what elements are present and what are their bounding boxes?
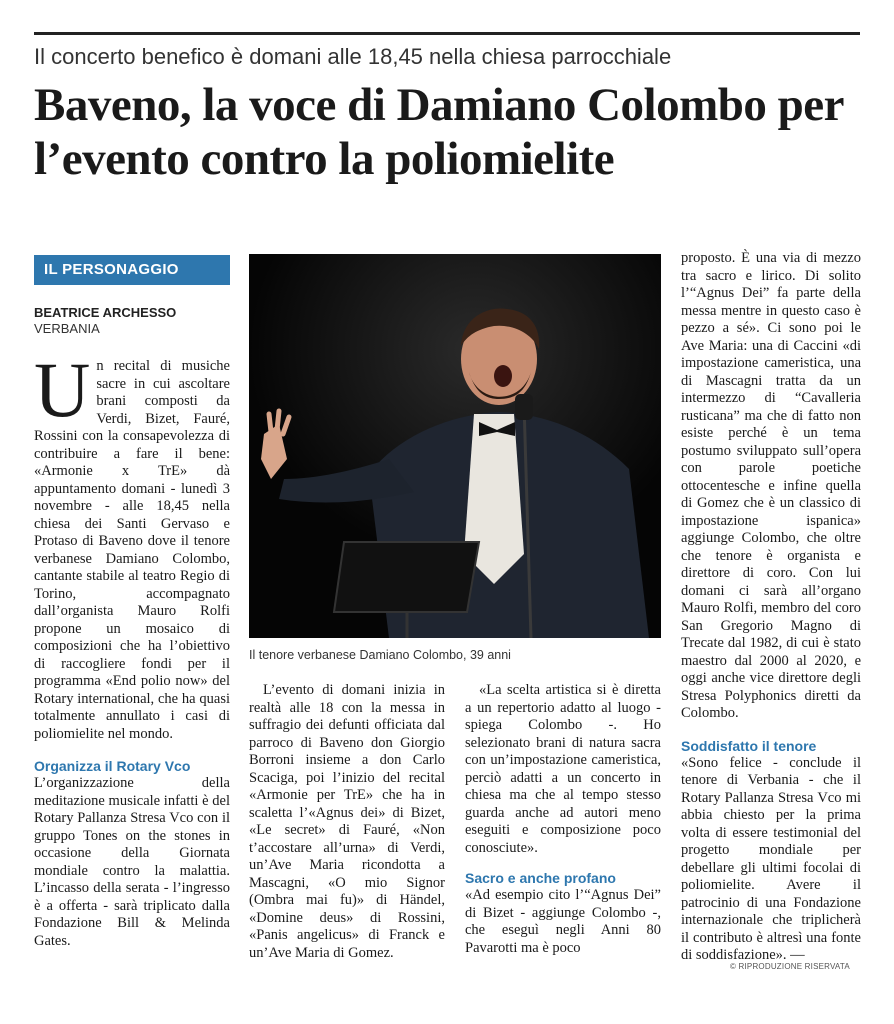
copyright-notice: © RIPRODUZIONE RISERVATA [730, 962, 850, 971]
subheading: Sacro e anche profano [465, 870, 616, 886]
paragraph: L’organizzazione della meditazione musicale infatti è del Rotary Pallanza Stresa Vco con il gruppo Tones on the stones in occasione della Giornata mondiale contro la malattia. L’incasso della serata - l’ingresso è a offerta - sarà triplicato dalla Fondazione Bill & Melinda Gates. [34, 775, 230, 949]
author-byline: BEATRICE ARCHESSO [34, 305, 177, 320]
drop-cap: U [34, 346, 91, 433]
dateline-location: VERBANIA [34, 321, 100, 336]
paragraph: «Sono felice - conclude il tenore di Verbania - che il Rotary Pallanza Stresa Vco mi abbia chiesto per la prima volta di essere testimonial del progetto mondiale per debellare gli ultimi focolai di poliomielite. Avere il patrocinio di una Fondazione internazionale che triplicherà il contributo è altresì una fonte di soddisfazione». — [681, 754, 861, 963]
subheading: Soddisfatto il tenore [681, 737, 817, 754]
photo-caption: Il tenore verbanese Damiano Colombo, 39 anni [249, 648, 511, 662]
headline: Baveno, la voce di Damiano Colombo per l’evento contro la poliomielite [34, 79, 844, 185]
article-column-2 [249, 682, 445, 962]
singer-photo [249, 254, 661, 638]
kicker: Il concerto benefico è domani alle 18,45 nella chiesa parrocchiale [34, 44, 672, 69]
photo-illustration [249, 254, 661, 638]
paragraph: proposto. È una via di mezzo tra sacro e lirico. Di solito l’“Agnus Dei” fa parte della messa mentre in questo caso è pezzo a sé». Ci sono poi le Ave Maria: una di Caccini «di impostazione cameristica, una di Mascagni tratta da un intermezzo di “Cavalleria rusticana” ma che di fatto non esiste perché è un tema postumo sviluppato sull’opera con parole poetiche ottocentesche e infine quella di Gomez che è un classico di impostazione ispanica» aggiunge Colombo, che oltre che tenore è organista e direttore di coro. Con lui domani ci sarà all’organo Mauro Rolfi, membro del coro San Gregorio Magno di Trecate dal 1982, di cui è stato maestro dal 2000 al 2020, e oggi anche vice direttore degli Stresa Polyphonics diretti da Colombo. [681, 250, 861, 721]
article-column-4 [681, 250, 861, 965]
paragraph: «Ad esempio cito l’“Agnus Dei” di Bizet - aggiunge Colombo -, che eseguì negli Anni 80 Pavarotti ma è poco [465, 887, 661, 956]
top-rule [34, 32, 860, 35]
section-badge: IL PERSONAGGIO [34, 255, 230, 285]
article-column-3 [465, 682, 661, 957]
paragraph: Un recital di musiche sacre in cui ascoltare brani composti da Verdi, Bizet, Fauré, Rossini con la consapevolezza di contribuire a fare il bene: «Armonie x TrE» dà appuntamento domani - lunedì 3 novembre - alle 18,45 nella chiesa dei Santi Gervaso e Protaso di Baveno dove il tenore verbanese Damiano Colombo, cantante stabile al teatro Regio di Torino, accompagnato dall’organista Mauro Rolfi propone un mosaico di composizioni che ha l’obiettivo di raccogliere fondi per il programma «End polio now» del Rotary international, che ha quasi totalmente annullato i casi di poliomielite nel mondo. [34, 346, 230, 742]
paragraph: L’evento di domani inizia in realtà alle 18 con la messa in suffragio dei defunti officiata dal parroco di Baveno don Giorgio Borroni insieme a don Carlo Scaciga, poi l’inizio del recital «Armonie per TrE» che ha in scaletta l’«Agnus dei» di Bizet, «Le secret» di Fauré, «Non t’accostare all’urna» di Verdi, un’Ave Maria ricondotta a Mascagni, «O mio Signor (Ombra mai fu)» di Händel, «Domine deus» di Rossini, «Panis angelicus» di Franck e un’Ave Maria di Gomez. [249, 682, 445, 961]
article-column-1 [34, 346, 230, 950]
paragraph: «La scelta artistica si è diretta a un repertorio adatto al luogo - spiega Colombo -. Ho selezionato brani di natura sacra con un’impostazione cameristica, perciò adatti a un concerto in chiesa ma che al tempo stesso guarda anche ad autori meno eseguiti e composizione poco conosciute». [465, 682, 661, 856]
subheading: Organizza il Rotary Vco [34, 758, 191, 774]
